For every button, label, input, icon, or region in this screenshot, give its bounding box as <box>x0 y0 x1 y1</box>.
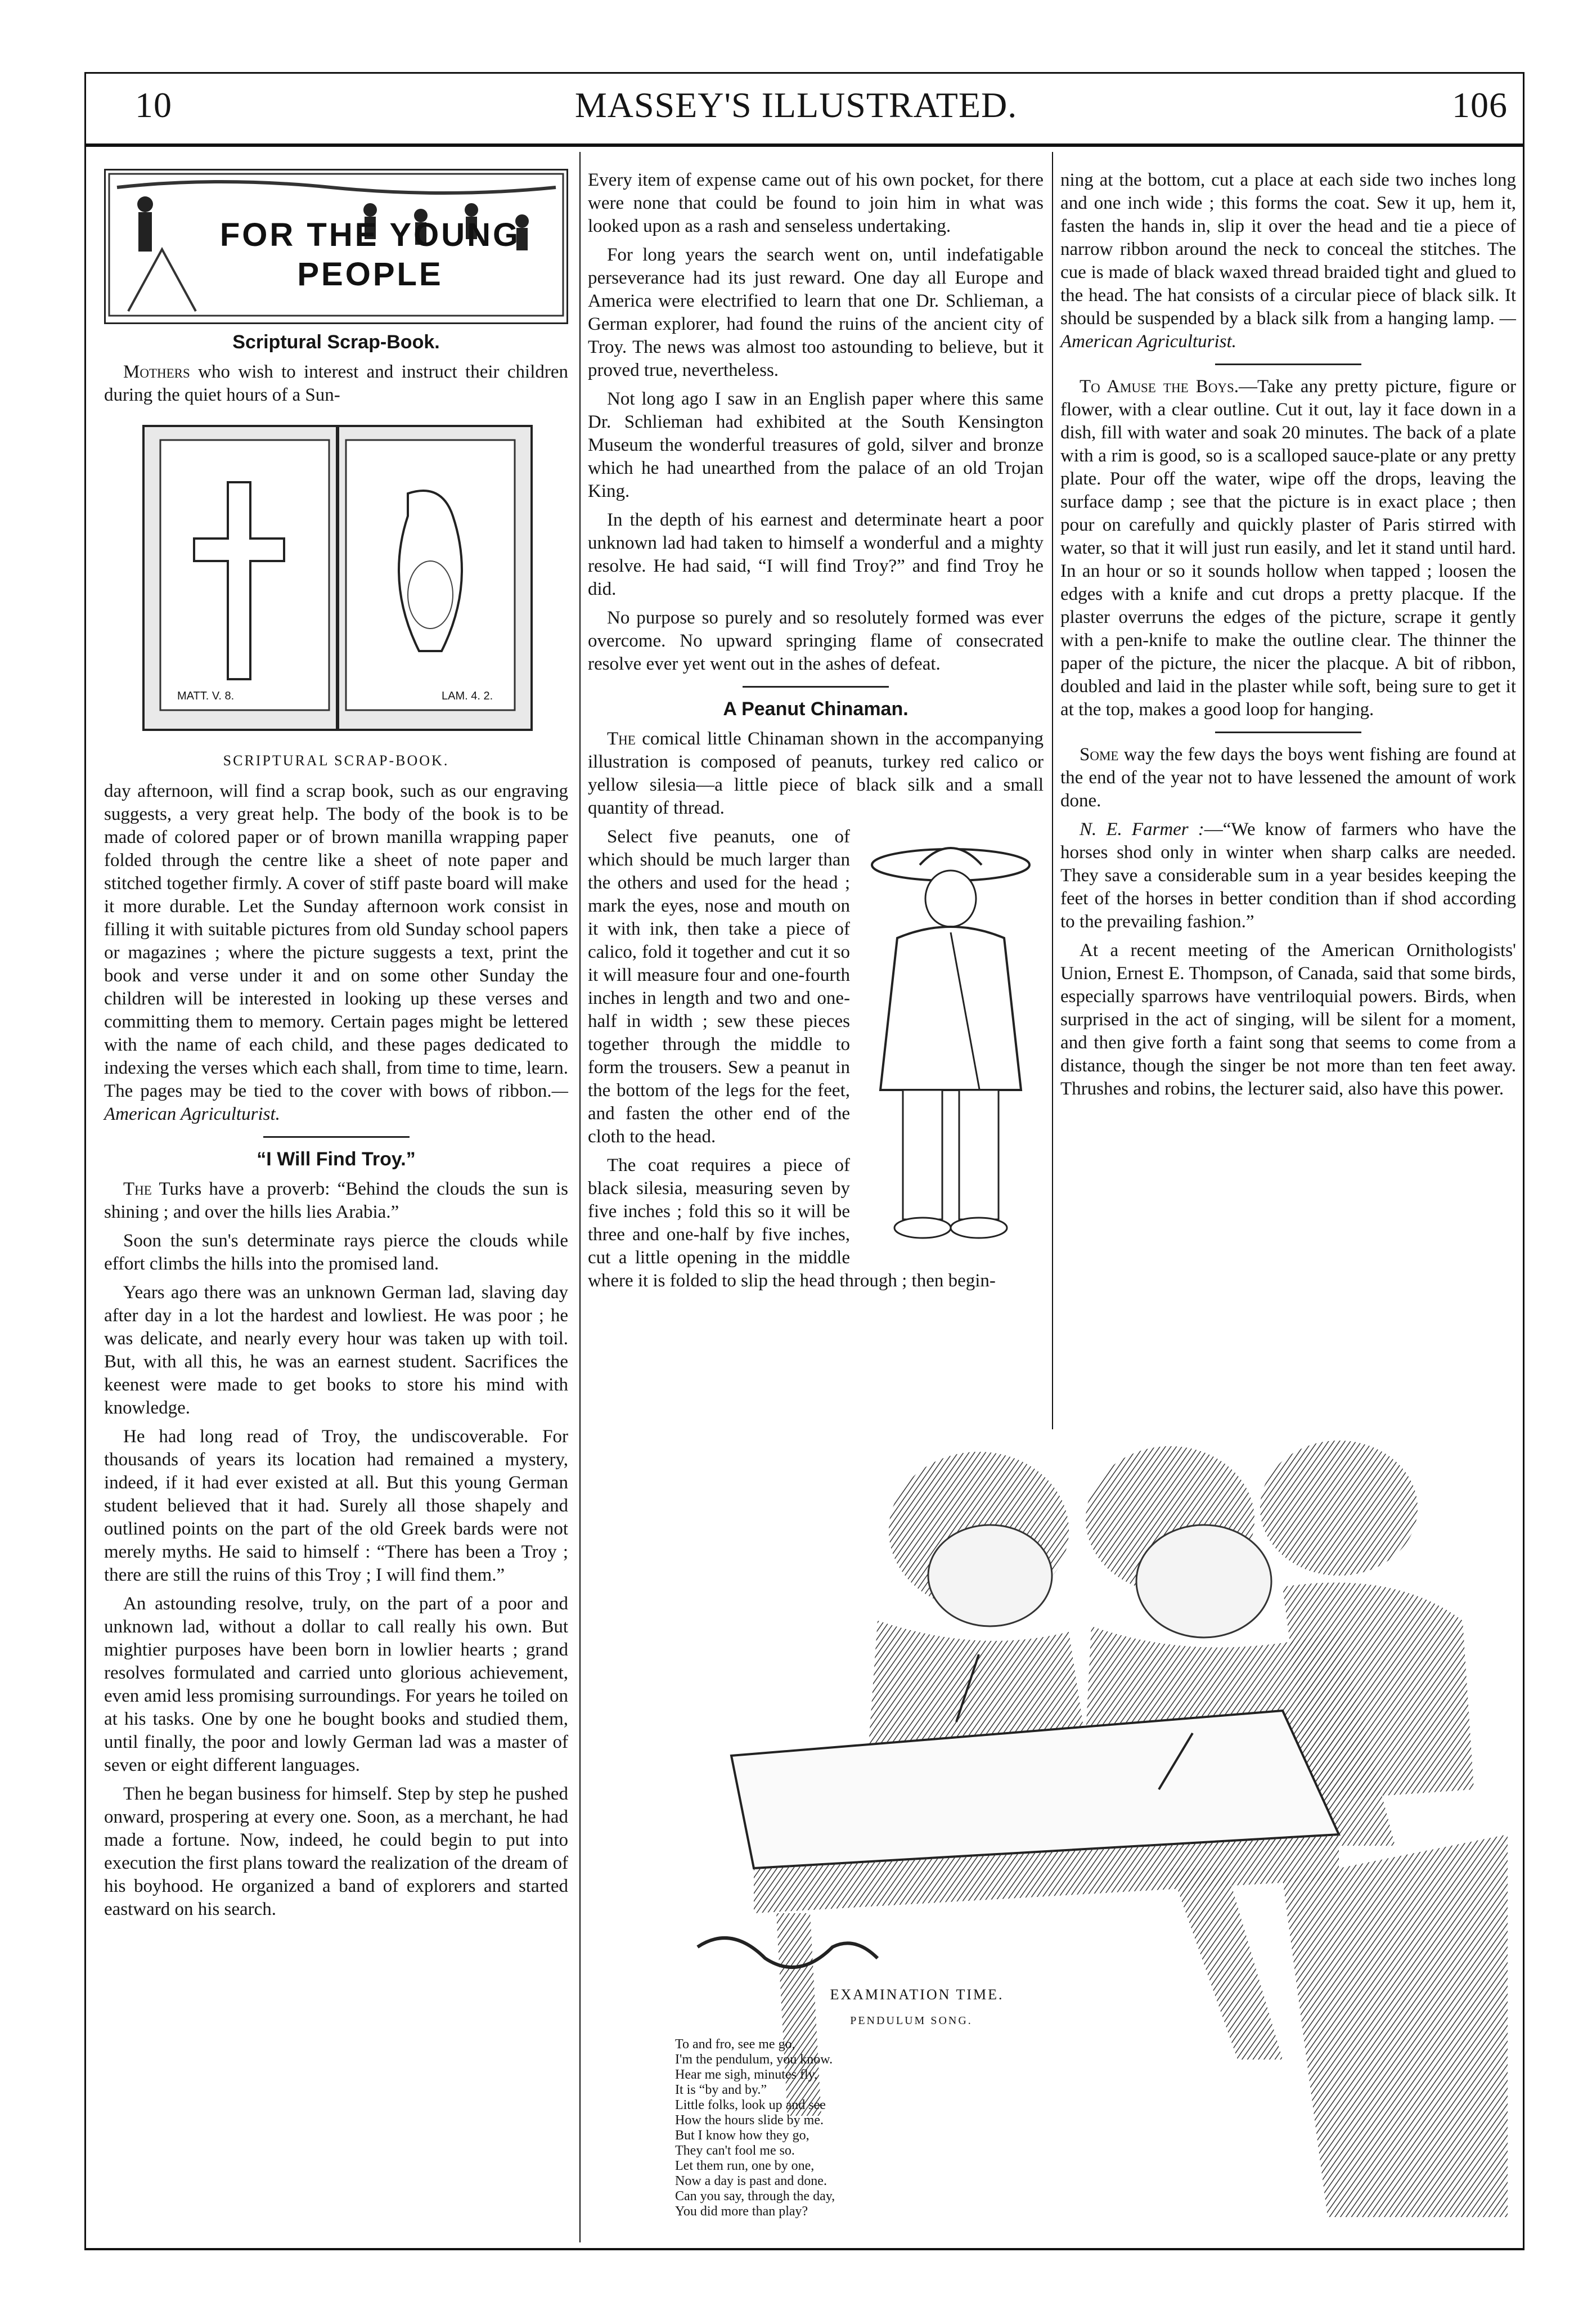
poem-line: You did more than play? <box>675 2204 808 2219</box>
lead-word: N. E. Farmer : <box>1080 819 1204 840</box>
paragraph-text: ning at the bottom, cut a place at each side two inches long and one inch wide ; this forms the coat. Sew it up, hem it, fasten the hands in, slip it over the head and tie a piece of narrow ribbon around the neck to conceal the stitches. The cue is made of black waxed thread braided tight and glued to the head. The hat consists of a circular piece of black silk. It should be suspended by a black silk from a hanging lamp. <box>1060 170 1516 329</box>
paragraph-text: —Take any pretty picture, figure or flower, with a clear outline. Cut it out, lay it face down in a dish, fill with water and soak 20 minutes. The back of a plate with a rim is good, so is a scalloped sauce-plate or any pretty plate. Pour off the water, wipe off the drops, leaving the surface damp ; see that the picture is in exact place ; then pour on carefully and quickly plaster of Paris stirred with water, so that it will just run easily, and let it stand until hard. In an hour or so it sounds hollow when tapped ; loosen the edges with a knife and cut drops a pretty placque. If the plaster overruns the edges of the picture, scrape it gently with a pen-knife to make the outline clear. The thinner the paper of the picture, the nicer the placque. A bit of ribbon, doubled and laid in the plaster while soft, being sure to get it at the top, makes a good loop for hanging. <box>1060 376 1516 720</box>
paragraph-proverb <box>104 1178 568 1224</box>
lead-word: The <box>607 729 636 749</box>
scrap-book-figure <box>104 415 568 741</box>
separator <box>1215 732 1361 733</box>
heading-find-troy: “I Will Find Troy.” <box>257 1148 416 1170</box>
separator <box>1215 364 1361 365</box>
poem-line: Little folks, look up and see <box>675 2098 826 2112</box>
figure-label-right: LAM. 4. 2. <box>442 690 493 702</box>
column-1 <box>104 169 568 1927</box>
lead-word: Mothers <box>123 362 190 382</box>
heading-peanut-chinaman: A Peanut Chinaman. <box>723 698 909 720</box>
paragraph-text: Turks have a proverb: “Behind the clouds the sun is shining ; and over the hills lies Arabia.” <box>104 1179 568 1222</box>
poem-line: Hear me sigh, minutes fly, <box>675 2067 818 2082</box>
page-number-left: 10 <box>135 85 172 125</box>
poem-line: I'm the pendulum, you know. <box>675 2052 833 2067</box>
footer-rule <box>84 2248 1524 2250</box>
column-3 <box>1060 169 1516 1106</box>
column-divider-1 <box>579 152 581 2242</box>
paragraph-text: who wish to interest and instruct their children during the quiet hours of a Sun- <box>104 362 568 405</box>
paragraph-resolve: In the depth of his earnest and determinate heart a poor unknown lad had taken to himself a wonderful and a mighty resolve. He had said, “I will find Troy?” and find Troy he did. <box>588 510 1044 599</box>
paragraph-scrap-book <box>104 780 568 1126</box>
pendulum-poem <box>675 2037 1103 2219</box>
paragraph-expense: Every item of expense came out of his own pocket, for there were none that could be found to join him in what was looked upon as a rash and senseless undertaking. <box>588 170 1044 236</box>
banner-text: FOR THE YOUNG PEOPLE <box>219 217 521 293</box>
paragraph-select-peanuts: Select five peanuts, one of which should be much larger than the others and used for the head ; mark the eyes, nose and mouth on it with ink, then take a piece of calico, fold it together and cut it so it will measure four and one-fourth inches in length and two and one-half in width ; sew these pieces together through the middle to form the trousers. Sew a peanut in the bottom of the legs for the feet, and fasten the other end of the cloth to the head. <box>588 827 850 1147</box>
paragraph-sun-rays: Soon the sun's determinate rays pierce the clouds while effort climbs the hills into the promised land. <box>104 1231 568 1274</box>
paragraph-fishing <box>1060 743 1516 813</box>
right-border <box>1523 72 1524 2250</box>
source-credit: —American Agriculturist. <box>104 1081 568 1124</box>
paragraph-mothers <box>104 361 568 407</box>
poem-line: Can you say, through the day, <box>675 2189 835 2204</box>
poem-title: PENDULUM SONG. <box>850 2015 973 2027</box>
paragraph-coat-continued <box>1060 169 1516 353</box>
masthead-title: MASSEY'S ILLUSTRATED. <box>574 85 1018 125</box>
column-2 <box>588 169 1044 1298</box>
scrap-book-illustration <box>104 415 568 741</box>
paragraph-astounding-resolve: An astounding resolve, truly, on the part of a poor and unknown lad, without a dollar to call really his own. But mightier purposes have been born in lowlier hearts ; grand resolves formulated and carried unto glorious achievement, even amid less promising surroundings. For years he toiled on at his tasks. One by one he bought books and studied them, until finally, the poor and lowly German lad was a master of seven or eight different languages. <box>104 1594 568 1775</box>
poem-line: They can't fool me so. <box>675 2143 795 2158</box>
lead-word: Some <box>1080 744 1119 765</box>
paragraph-text: day afternoon, will find a scrap book, such as our engraving suggests, a very great help. The body of the book is to be made of colored paper or of brown manilla wrapping paper folded through the centre like a sheet of note paper and stitched together firmly. A cover of stiff paste board will make it more durable. Let the Sunday afternoon work consist in filling it with suitable pictures from old Sunday school papers or magazines ; where the picture suggests a text, print the book and verse under it and on some other Sunday the children will be interested in looking up these verses and committing them to memory. Certain pages might be lettered with the name of each child, and these pages dedicated to indexing the verses which each shall, from time to time, learn. The pages may be tied to the cover with bows of ribbon. <box>104 781 568 1101</box>
chinaman-illustration <box>858 825 1044 1253</box>
paragraph-text: way the few days the boys went fishing are found at the end of the year not to have lessened the amount of work done. <box>1060 744 1516 811</box>
heading-scrap-book: Scriptural Scrap-Book. <box>232 331 440 353</box>
paragraph-business: Then he began business for himself. Step by step he pushed onward, prospering at every one. Soon, as a merchant, he had made a fortune. Now, indeed, he could begin to put into execution the first plans toward the realization of the dream of his boyhood. He organized a band of explorers and started eastward on his search. <box>104 1784 568 1919</box>
paragraph-chinaman-intro <box>588 728 1044 820</box>
top-border <box>84 72 1524 74</box>
poem-line: Let them run, one by one, <box>675 2159 815 2173</box>
chinaman-figure <box>858 825 1044 1253</box>
paragraph-english-paper: Not long ago I saw in an English paper where this same Dr. Schlieman had exhibited at the South Kensington Museum the wonderful treasures of gold, silver and bronze which he had unearthed from the palace of an old Trojan King. <box>588 389 1044 501</box>
paragraph-search: For long years the search went on, until indefatigable perseverance had its just reward. One day all Europe and America were electrified to learn that one Dr. Schlieman, a German explorer, had found the ruins of the ancient city of Troy. The news was almost too astounding to believe, but it proved true, nevertheless. <box>588 245 1044 380</box>
paragraph-german-lad: Years ago there was an unknown German lad, slaving day after day in a lot the hardest and lowliest. He was poor ; he was delicate, and nearly every hour was taken up with toil. But, with all this, he was an earnest student. Sacrifices the keenest were made to get books to store his mind with knowledge. <box>104 1282 568 1418</box>
separator <box>743 686 889 688</box>
poem-line: It is “by and by.” <box>675 2083 767 2097</box>
column-divider-2 <box>1052 152 1053 1429</box>
source-credit: —American Agriculturist. <box>1060 308 1516 352</box>
figure-label-left: MATT. V. 8. <box>177 690 235 702</box>
paragraph-text: The coat requires a piece of black silesia, measuring seven by five inches ; fold <box>588 1155 850 1222</box>
illustration-caption: EXAMINATION TIME. <box>830 1986 1004 2003</box>
header-rule <box>84 143 1524 147</box>
paragraph-amuse-boys <box>1060 375 1516 721</box>
paragraph-farmer <box>1060 818 1516 934</box>
paragraph-text: —“We know of farmers who have the horses shod only in winter when sharp calks are needed. They save a considerable sum in a year besides keeping the feet of the horses in better condition than if shod according to the prevailing fashion.” <box>1060 819 1516 932</box>
figure-caption: SCRIPTURAL SCRAP-BOOK. <box>223 752 449 769</box>
poem-line: How the hours slide by me. <box>675 2113 824 2128</box>
paragraph-text: comical little Chinaman shown in the accompanying illustration is composed of peanuts, turkey red calico or yellow silesia—a little piece of black silk and a small quantity of thread. <box>588 729 1044 818</box>
young-people-banner <box>104 169 568 324</box>
paragraph-ornithologists: At a recent meeting of the American Ornithologists' Union, Ernest E. Thompson, of Canada, said that some birds, especially sparrows have ventriloquial powers. Birds, when surprised in the act of singing, will be silent for a moment, and then give forth a faint song that seems to come from a distance, though the singer be not more than ten feet away. Thrushes and robins, the lecturer said, also have this power. <box>1060 940 1516 1099</box>
separator <box>263 1136 410 1138</box>
paragraph-purpose: No purpose so purely and so resolutely formed was ever overcome. No upward springing flame of consecrated resolve ever yet went out in the ashes of defeat. <box>588 608 1044 674</box>
poem-line: But I know how they go, <box>675 2128 810 2143</box>
left-border <box>84 72 86 2250</box>
paragraph-text-continued: this so it will be three and one-half by five inches, cut a little opening in the middle where it is folded to slip the head through ; then begin- <box>588 1201 996 1291</box>
lead-word: The <box>123 1179 152 1199</box>
poem-line: To and fro, see me go, <box>675 2037 795 2052</box>
page-number-right: 106 <box>1452 85 1508 125</box>
paragraph-troy-undiscoverable: He had long read of Troy, the undiscoverable. For thousands of years its location had remained a mystery, indeed, if it had ever existed at all. But this young German student believed that it had. Surely all those shapely and outlined points on the part of the old Greek bards were not merely myths. He said to himself : “There has been a Troy ; there are still the ruins of this Troy ; I will find them.” <box>104 1426 568 1585</box>
poem-line: Now a day is past and done. <box>675 2174 827 2188</box>
lead-word: To Amuse the Boys. <box>1080 376 1239 397</box>
